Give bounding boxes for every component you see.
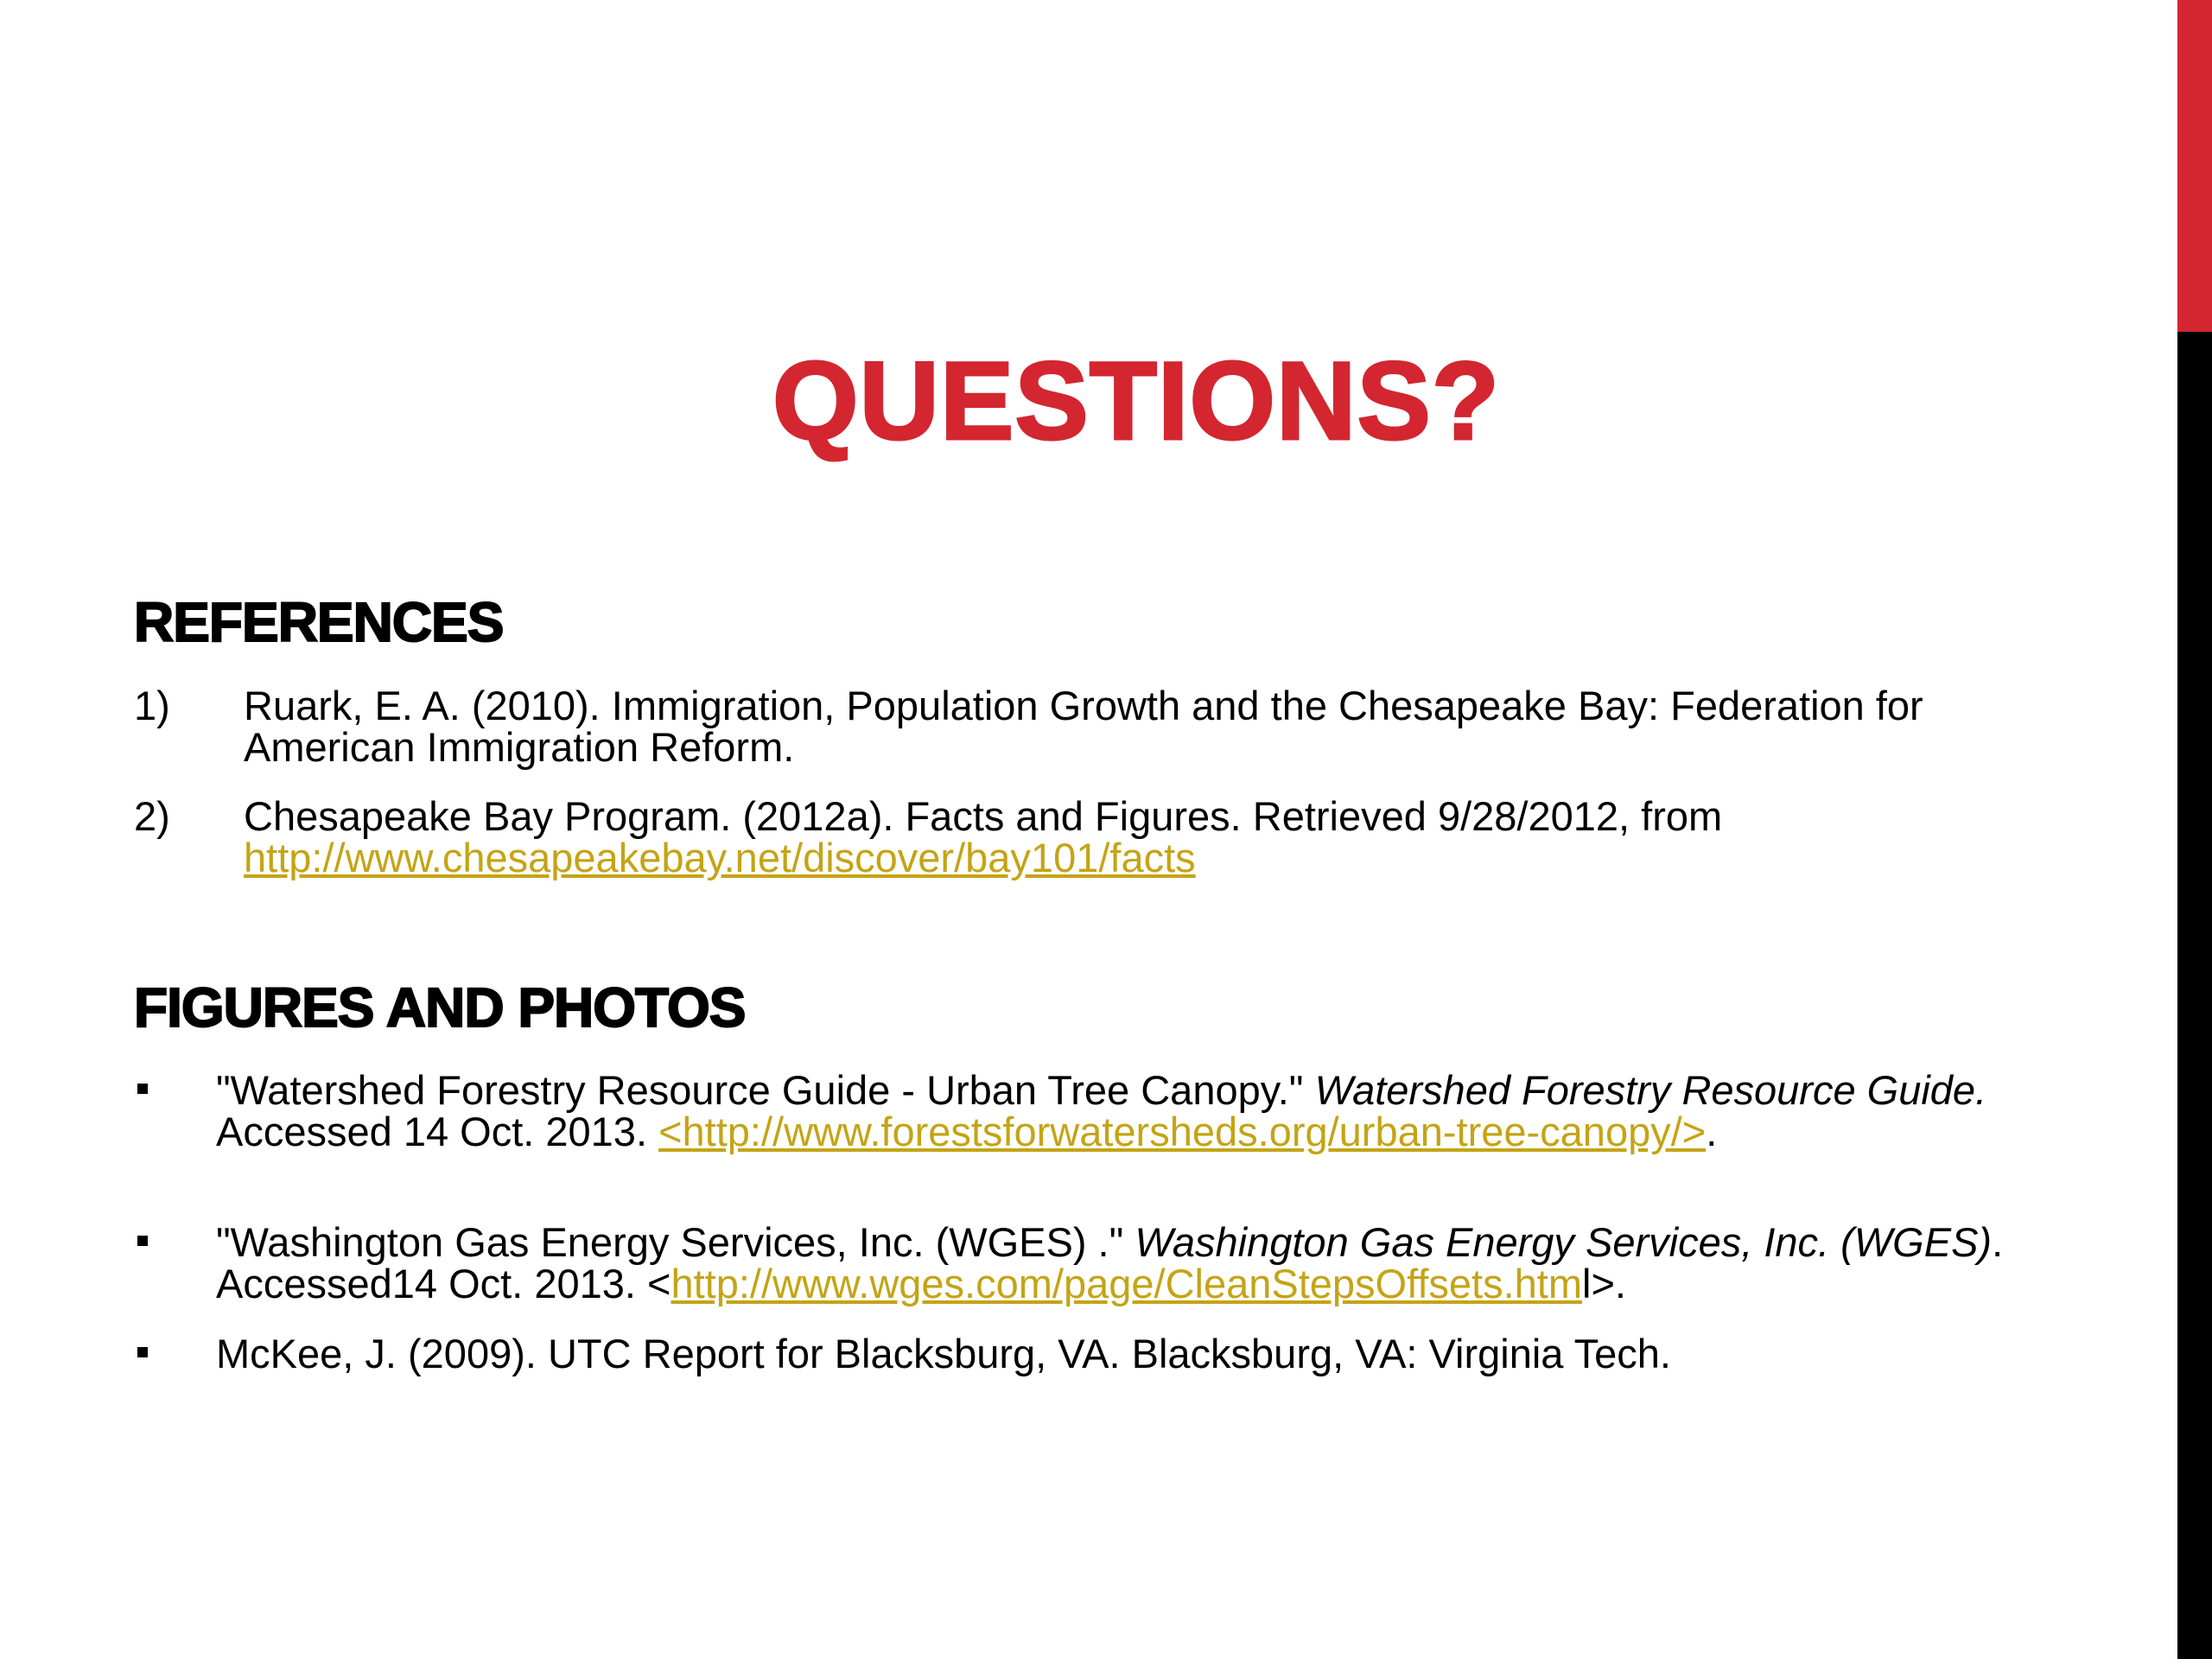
references-heading: REFERENCES <box>134 591 504 653</box>
slide-title: QUESTIONS? <box>772 340 1501 463</box>
figure-item-1 <box>134 1067 2121 1199</box>
wges-link[interactable]: http://www.wges.com/page/CleanStepsOffsets.htm <box>671 1261 1582 1306</box>
reference-number: 1) <box>134 683 170 728</box>
figure-item-3 <box>134 1333 2121 1385</box>
bullet-square-icon <box>137 1084 148 1094</box>
figure-citation-text: "Watershed Forestry Resource Guide - Urban Tree Canopy." Watershed Forestry Resource Guide. Accessed 14 Oct. 2013. <http://www.forestsforwatersheds.org/urban-tree-canopy/>. <box>216 1067 1987 1154</box>
side-accent-bar-black <box>2177 332 2212 1659</box>
chesapeake-facts-link[interactable]: http://www.chesapeakebay.net/discover/bay101/facts <box>244 835 1196 880</box>
bullet-square-icon <box>137 1347 148 1357</box>
figure-citation-text: McKee, J. (2009). UTC Report for Blacksburg, VA. Blacksburg, VA: Virginia Tech. <box>216 1331 1671 1376</box>
side-accent-bar-red <box>2177 0 2212 332</box>
reference-number: 2) <box>134 793 170 839</box>
bullet-square-icon <box>137 1236 148 1246</box>
figure-item-2 <box>134 1219 2121 1308</box>
reference-item-1 <box>134 685 2035 772</box>
figure-citation-text: "Washington Gas Energy Services, Inc. (WGES) ." Washington Gas Energy Services, Inc. (WGES). Accessed14 Oct. 2013. <http://www.wges.com/page/CleanStepsOffsets.html>. <box>216 1219 2004 1306</box>
forests-for-watersheds-link[interactable]: <http://www.forestsforwatersheds.org/urban-tree-canopy/> <box>658 1109 1707 1154</box>
reference-text: Chesapeake Bay Program. (2012a). Facts and Figures. Retrieved 9/28/2012, from http://www.chesapeakebay.net/discover/bay101/facts <box>244 793 1723 880</box>
reference-text: Ruark, E. A. (2010). Immigration, Population Growth and the Chesapeake Bay: Federation for American Immigration Reform. <box>244 683 1923 770</box>
figures-heading: FIGURES AND PHOTOS <box>134 976 746 1039</box>
reference-item-2 <box>134 793 2035 882</box>
